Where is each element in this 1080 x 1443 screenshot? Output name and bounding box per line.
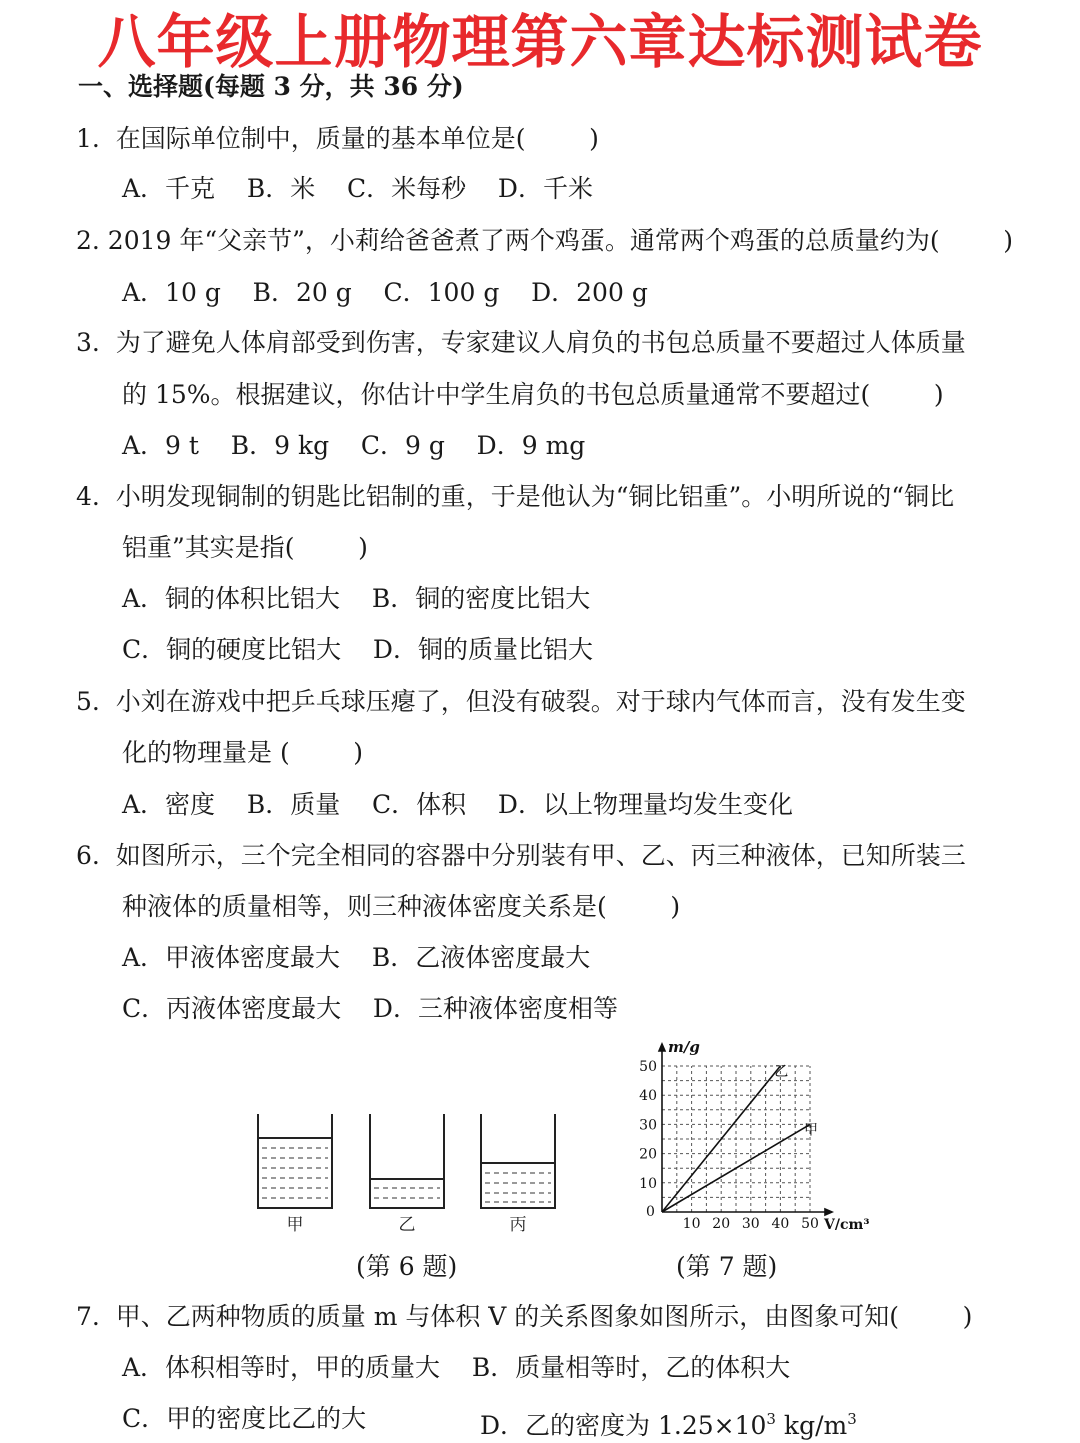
series-label: 乙 (774, 1064, 789, 1080)
page-title: 八年级上册物理第六章达标测试卷 (97, 8, 983, 76)
x-axis-label: V/cm³ (824, 1217, 870, 1232)
label-jia: 甲 (286, 1215, 304, 1235)
q3-stem-line2: 的 15%。根据建议，你估计中学生肩负的书包总质量通常不要超过( ) (122, 380, 944, 409)
q5-stem-line1: 5. 小刘在游戏中把乒乓球压瘪了，但没有破裂。对于球内气体而言，没有发生变 (76, 687, 966, 716)
label-yi: 乙 (398, 1215, 416, 1235)
y-tick-label: 30 (639, 1117, 657, 1134)
series-label: 甲 (804, 1122, 818, 1139)
q6-stem-line2: 种液体的质量相等，则三种液体密度关系是( ) (122, 892, 681, 921)
x-tick-label: 30 (741, 1216, 760, 1232)
series-line (662, 1066, 780, 1212)
q7-option-d-text: D．乙的密度为 1.25×10 (480, 1411, 767, 1440)
figure-7-chart (620, 1032, 880, 1232)
q3-options: A．9 t B．9 kg C．9 g D．9 mg (122, 431, 586, 460)
q7-options-ab: A．体积相等时，甲的质量大 B．质量相等时，乙的体积大 (122, 1353, 791, 1382)
container-bing (481, 1114, 555, 1208)
container-jia (258, 1114, 332, 1208)
q4-stem-line2: 铝重”其实是指( ) (122, 533, 368, 562)
q6-options-ab: A．甲液体密度最大 B．乙液体密度最大 (122, 943, 591, 972)
q7-option-d (480, 1402, 857, 1443)
section-heading: 一、选择题(每题 3 分，共 36 分) (78, 72, 464, 101)
q3-stem-line1: 3. 为了避免人体肩部受到伤害，专家建议人肩负的书包总质量不要超过人体质量 (76, 328, 966, 357)
q5-stem-line2: 化的物理量是 ( ) (122, 738, 364, 767)
x-axis-arrow (825, 1209, 832, 1215)
q7-stem: 7. 甲、乙两种物质的质量 m 与体积 V 的关系图象如图所示，由图象可知( ) (76, 1302, 973, 1331)
x-tick-label: 40 (771, 1216, 790, 1232)
x-tick-label: 50 (801, 1216, 819, 1232)
x-tick-label: 10 (682, 1216, 701, 1232)
x-tick-label: 20 (712, 1216, 731, 1232)
q4-stem-line1: 4. 小明发现铜制的钥匙比铝制的重，于是他认为“铜比铝重”。小明所说的“铜比 (76, 482, 955, 511)
q4-options-ab: A．铜的体积比铝大 B．铜的密度比铝大 (122, 584, 591, 613)
q4-options-cd: C．铜的硬度比铝大 D．铜的质量比铝大 (122, 635, 593, 664)
q7-option-c: C．甲的密度比乙的大 (122, 1404, 367, 1433)
y-axis-arrow (659, 1044, 665, 1051)
q6-stem-line1: 6. 如图所示，三个完全相同的容器中分别装有甲、乙、丙三种液体，已知所装三 (76, 841, 966, 870)
y-tick-label: 10 (639, 1175, 657, 1192)
q1-options: A．千克 B．米 C．米每秒 D．千米 (122, 174, 593, 203)
label-bing: 丙 (509, 1215, 527, 1235)
container-yi (370, 1114, 444, 1208)
figure-6-caption: (第 6 题) (356, 1252, 458, 1281)
q2-options: A．10 g B．20 g C．100 g D．200 g (122, 278, 648, 307)
q7-option-d-unit: kg/m (775, 1411, 848, 1440)
y-axis-label: m/g (668, 1038, 700, 1056)
q5-options: A．密度 B．质量 C．体积 D．以上物理量均发生变化 (122, 790, 793, 819)
y-tick-label: 40 (639, 1088, 657, 1105)
q6-options-cd: C．丙液体密度最大 D．三种液体密度相等 (122, 994, 618, 1023)
figure-6-containers (240, 1100, 580, 1240)
y-tick-label: 50 (639, 1059, 657, 1075)
q7-option-d-exp1: 3 (766, 1410, 776, 1428)
y-tick-label: 20 (639, 1146, 657, 1163)
origin-label: 0 (646, 1204, 655, 1220)
q2-stem: 2. 2019 年“父亲节”，小莉给爸爸煮了两个鸡蛋。通常两个鸡蛋的总质量约为( ) (76, 226, 1014, 255)
q7-option-d-exp2: 3 (847, 1410, 857, 1428)
figure-7-caption: (第 7 题) (676, 1252, 778, 1281)
q1-stem: 1. 在国际单位制中，质量的基本单位是( ) (76, 124, 599, 153)
